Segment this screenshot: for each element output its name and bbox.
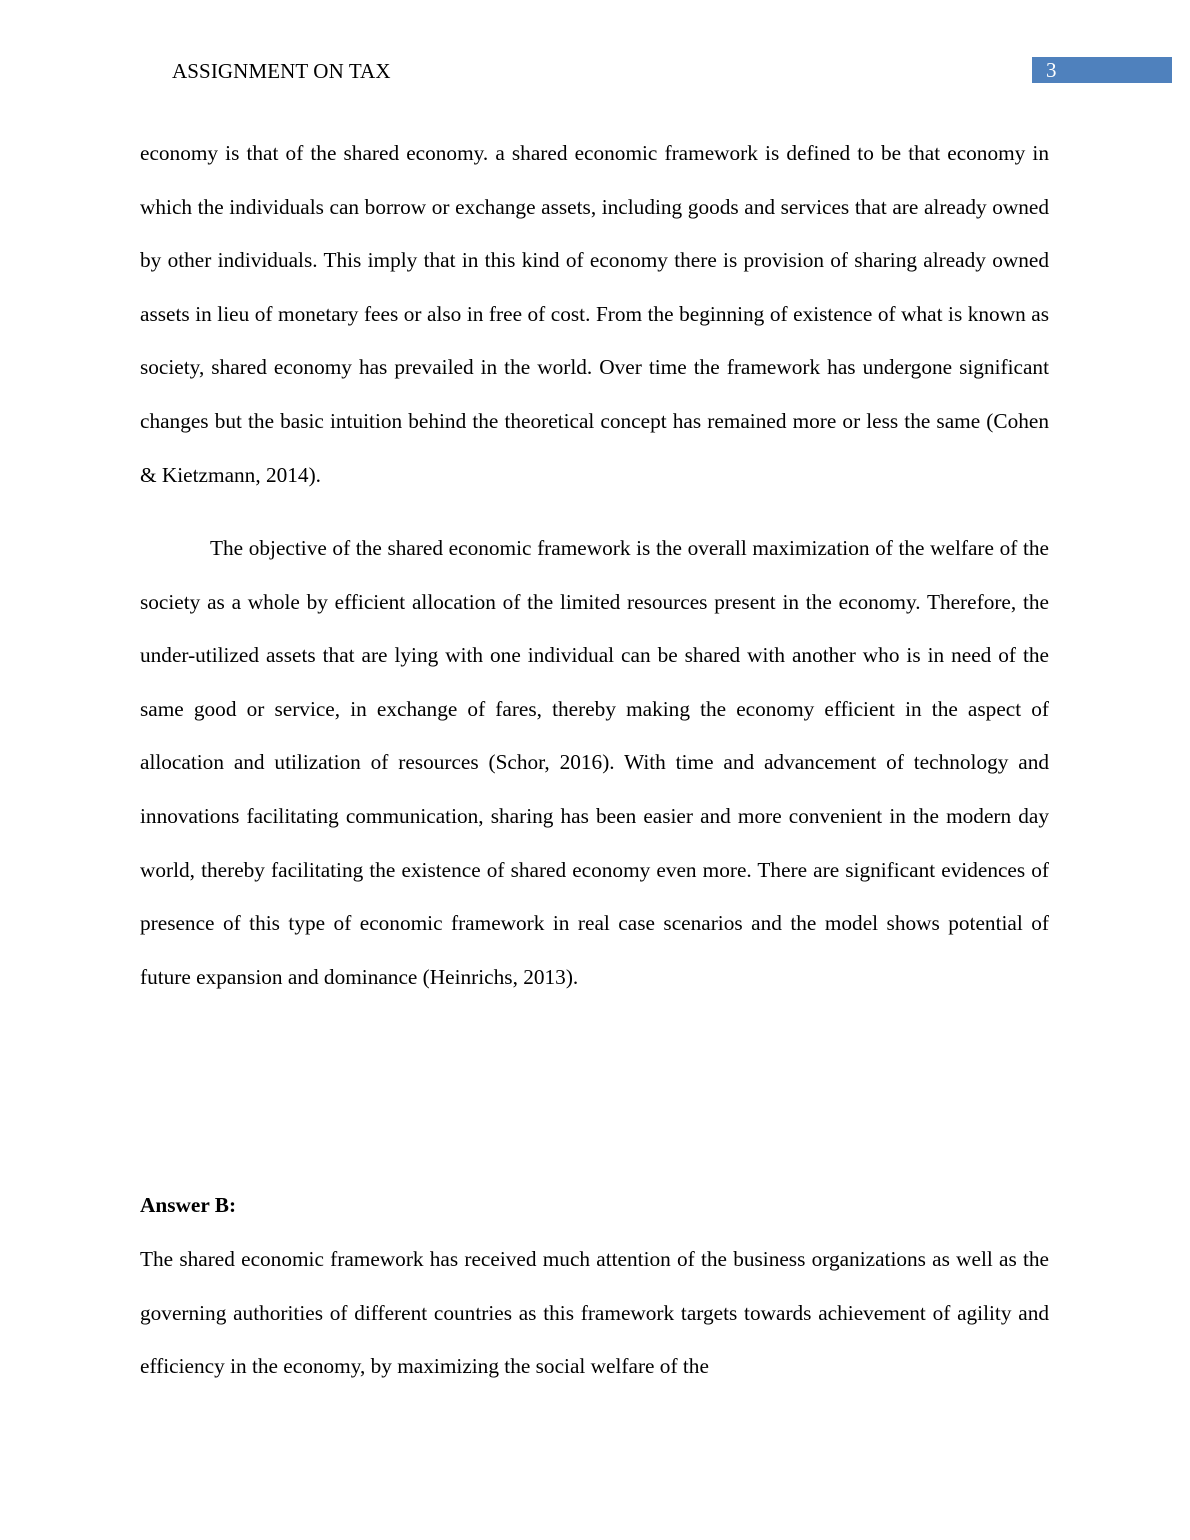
body-paragraph-2: The objective of the shared economic framework is the overall maximization of the welfare of the society as a whole by efficient allocation of the limited resources present in the economy. Therefore, the under-utilized assets that are lying with one individual can be shared with another who is in need of the same good or service, in exchange of fares, thereby making the economy efficient in the aspect of allocation and utilization of resources (Schor, 2016). With time and advancement of technology and innovations facilitating communication, sharing has been easier and more convenient in the modern day world, thereby facilitating the existence of shared economy even more. There are significant evidences of presence of this type of economic framework in real case scenarios and the model shows potential of future expansion and dominance (Heinrichs, 2013).	[140, 536, 1049, 989]
running-header-title: ASSIGNMENT ON TAX	[172, 59, 391, 83]
body-paragraph-1: economy is that of the shared economy. a shared economic framework is defined to be that economy in which the individuals can borrow or exchange assets, including goods and services that are already owned by other individuals. This imply that in this kind of economy there is provision of sharing already owned assets in lieu of monetary fees or also in free of cost. From the beginning of existence of what is known as society, shared economy has prevailed in the world. Over time the framework has undergone significant changes but the basic intuition behind the theoretical concept has remained more or less the same (Cohen & Kietzmann, 2014).	[140, 141, 1049, 487]
body-paragraph-3: The shared economic framework has received much attention of the business organizations as well as the governing authorities of different countries as this framework targets towards achievement of agility and efficiency in the economy, by maximizing the social welfare of the	[140, 1247, 1049, 1379]
page-number: 3	[1046, 58, 1057, 82]
section-heading-answer-b: Answer B:	[140, 1193, 237, 1217]
page-number-badge	[1032, 57, 1172, 83]
